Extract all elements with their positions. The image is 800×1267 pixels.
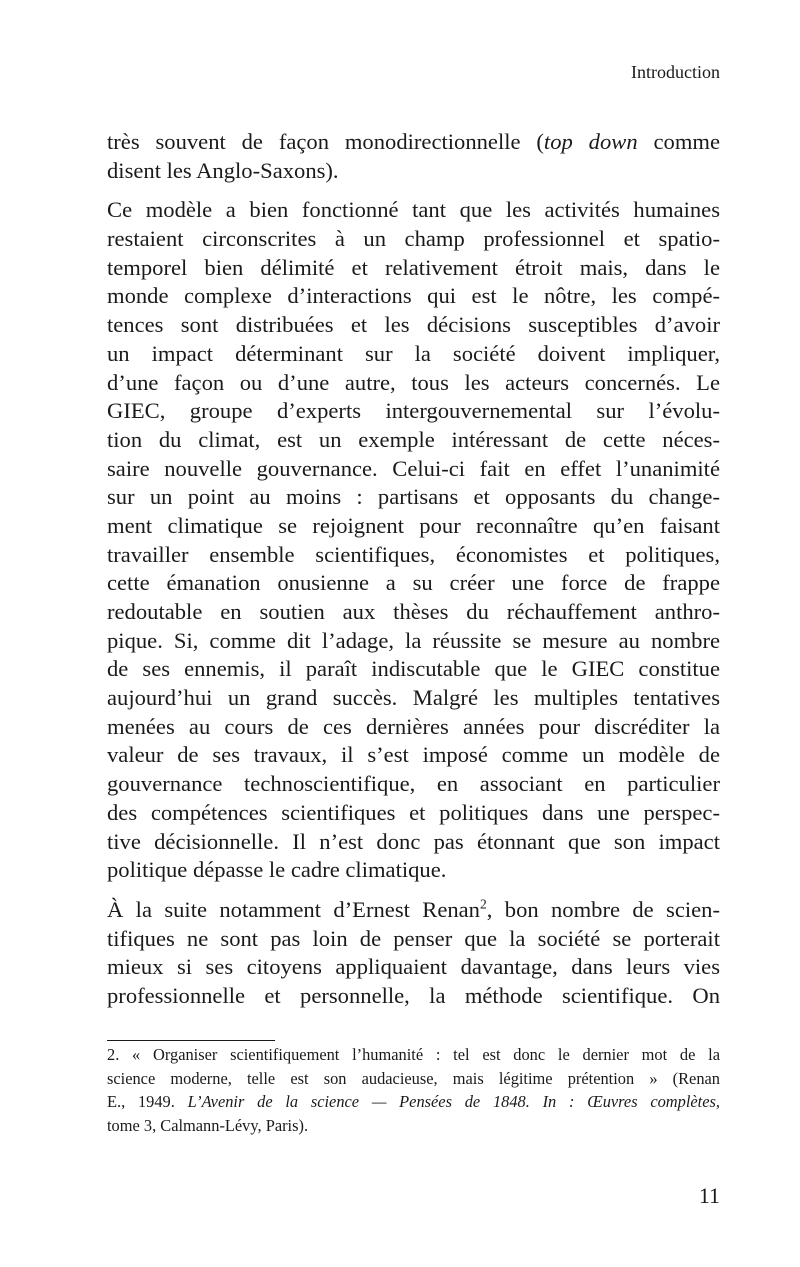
text-span: GIEC, groupe d’experts intergouvernemental sur l’évolu- (107, 398, 720, 424)
text-span: Ce modèle a bien fonctionné tant que les activités humaines (107, 197, 720, 223)
text-line (107, 569, 720, 598)
text-span: mieux si ses citoyens appliquaient davantage, dans leurs vies (107, 954, 720, 980)
text-line (107, 799, 720, 828)
text-line (107, 225, 720, 254)
text-line (107, 340, 720, 369)
text-line (107, 655, 720, 684)
text-line (107, 128, 720, 157)
text-span: travailler ensemble scientifiques, économistes et politiques, (107, 541, 720, 567)
body-text (107, 128, 720, 1022)
text-line (107, 982, 720, 1011)
text-span: sur un point au moins : partisans et opposants du change- (107, 484, 720, 510)
text-span: aujourd’hui un grand succès. Malgré les multiples tentatives (107, 685, 720, 711)
text-span: À la suite notamment d’Ernest Renan (107, 896, 480, 922)
paragraph (107, 896, 720, 1011)
text-span: , bon nombre de scien- (486, 896, 721, 922)
footnote-ref: 2 (479, 896, 487, 912)
text-line (107, 311, 720, 340)
text-span: valeur de ses travaux, il s’est imposé comme un modèle de (107, 742, 720, 768)
text-line (107, 684, 720, 713)
text-line (107, 1090, 720, 1114)
text-span: très souvent de façon monodirectionnelle ( (107, 129, 544, 154)
paragraph (107, 128, 720, 185)
text-span: de ses ennemis, il paraît indiscutable que le GIEC constitue (107, 656, 720, 682)
text-line (107, 953, 720, 982)
text-span: comme (637, 129, 720, 154)
text-line (107, 713, 720, 742)
text-span: tifiques ne sont pas loin de penser que la société se porterait (107, 925, 720, 951)
text-span: menées au cours de ces dernières années pour discréditer la (107, 713, 720, 739)
text-line (107, 896, 720, 925)
text-span: E., 1949. (107, 1092, 188, 1111)
text-line (107, 254, 720, 283)
text-span: pique. Si, comme dit l’adage, la réussite se mesure au nombre (107, 627, 720, 653)
text-span: d’une façon ou d’une autre, tous les acteurs concernés. Le (107, 369, 720, 395)
footnote (107, 1043, 720, 1137)
italic-text: top down (543, 129, 638, 154)
text-line (107, 541, 720, 570)
text-span: restaient circonscrites à un champ professionnel et spatio- (107, 226, 720, 252)
text-span: saire nouvelle gouvernance. Celui-ci fait en effet l’unanimité (107, 455, 720, 481)
text-line (107, 157, 720, 186)
text-line (107, 856, 720, 885)
text-span: , (715, 1092, 720, 1111)
text-span: tion du climat, est un exemple intéressant de cette néces- (107, 426, 720, 452)
text-line (107, 741, 720, 770)
running-header: Introduction (631, 62, 720, 82)
text-span: cette émanation onusienne a su créer une force de frappe (107, 570, 720, 596)
text-line (107, 925, 720, 954)
text-span: science moderne, telle est son audacieuse, mais légitime prétention » (Renan (107, 1068, 720, 1088)
page-number: 11 (698, 1183, 720, 1208)
text-line (107, 627, 720, 656)
text-line (107, 512, 720, 541)
text-line (107, 1043, 720, 1067)
text-line (107, 369, 720, 398)
text-span: professionnelle et personnelle, la méthode scientifique. On (107, 982, 720, 1008)
text-span: gouvernance technoscientifique, en associant en particulier (107, 771, 720, 797)
text-span: un impact déterminant sur la société doivent impliquer, (107, 340, 720, 366)
text-line (107, 397, 720, 426)
text-line (107, 282, 720, 311)
text-span: des compétences scientifiques et politiques dans une perspec- (107, 799, 720, 825)
text-line (107, 426, 720, 455)
text-line (107, 455, 720, 484)
text-span: redoutable en soutien aux thèses du réchauffement anthro- (107, 599, 720, 624)
text-line (107, 1067, 720, 1091)
italic-text: L’Avenir de la science — Pensées de 1848. In : Œuvres complètes (187, 1092, 716, 1111)
text-span: temporel bien délimité et relativement étroit mais, dans le (107, 254, 720, 280)
text-line (107, 598, 720, 627)
paragraph (107, 196, 720, 885)
text-span: disent les Anglo-Saxons). (107, 157, 339, 183)
text-span: 2. « Organiser scientifiquement l’humanité : tel est donc le dernier mot de la (107, 1045, 720, 1064)
text-span: monde complexe d’interactions qui est le nôtre, les compé- (107, 283, 720, 309)
text-line (107, 1114, 720, 1138)
text-span: tive décisionnelle. Il n’est donc pas étonnant que son impact (107, 828, 720, 854)
text-span: tome 3, Calmann-Lévy, Paris). (107, 1115, 309, 1135)
footnote-separator (107, 1040, 275, 1041)
text-line (107, 483, 720, 512)
text-span: tences sont distribuées et les décisions susceptibles d’avoir (107, 312, 720, 338)
text-span: ment climatique se rejoignent pour reconnaître qu’en faisant (107, 512, 720, 538)
text-line (107, 828, 720, 857)
text-line (107, 770, 720, 799)
text-span: politique dépasse le cadre climatique. (107, 857, 447, 883)
text-line (107, 196, 720, 225)
